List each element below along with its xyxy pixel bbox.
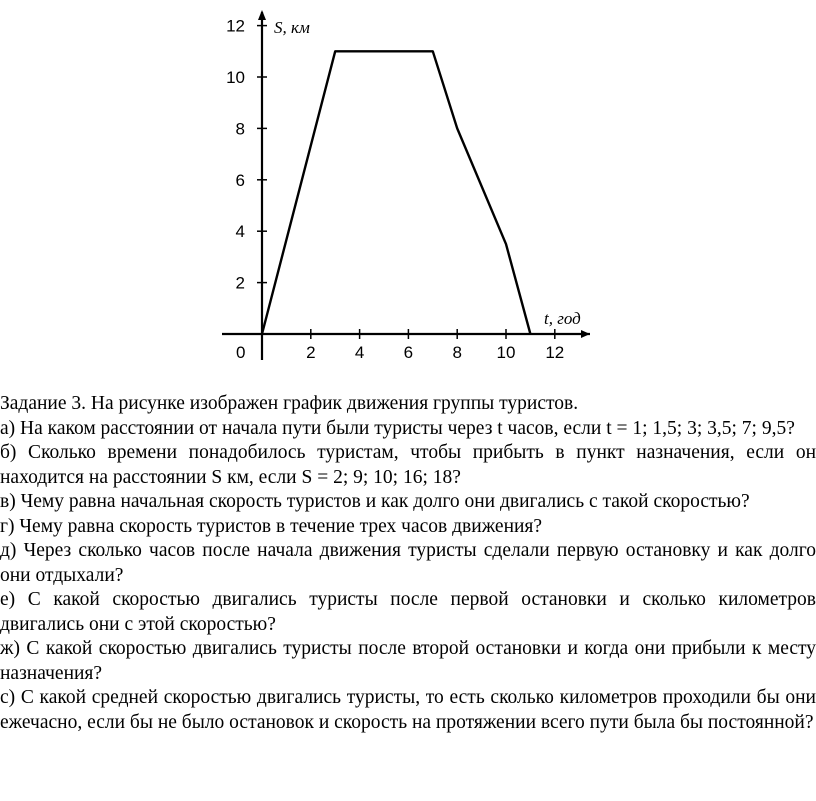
question-b: б) Сколько времени понадобилось туристам, чтобы прибыть в пункт назначения, если он находится на расстоянии S км, если S = 2; 9; 10; 16; 18? [0,442,816,488]
y-axis-arrow [258,10,266,20]
y-tick-label: 2 [235,273,245,293]
question-d: д) Через сколько часов после начала движения туристы сделали первую остановку и как долго они отдыхали? [0,540,816,586]
y-tick-label: 12 [226,16,245,36]
series-line [262,51,530,334]
task-title: Задание 3. На рисунке изображен график движения группы туристов. [0,393,579,414]
x-tick-label: 10 [496,343,516,362]
y-tick-label: 10 [226,68,245,87]
x-tick-label: 12 [545,343,565,362]
question-v: в) Чему равна начальная скорость туристов и как долго они двигались с такой скоростью? [0,491,750,512]
x-axis-arrow [581,330,590,338]
question-g: г) Чему равна скорость туристов в течение трех часов движения? [0,515,543,537]
chart-axes [222,10,590,360]
question-e: е) С какой скоростью двигались туристы после первой остановки и сколько километров двигались они с этой скоростью? [0,589,816,635]
task-text [0,392,816,735]
question-a: а) На каком расстоянии от начала пути были туристы через t часов, если t = 1; 1,5; 3; 3,5; 7; 9,5? [0,417,795,439]
y-tick-label: 4 [235,222,245,242]
origin-label: 0 [236,343,246,362]
y-tick-label: 8 [235,119,245,139]
x-tick-label: 6 [403,343,414,362]
question-zh: ж) С какой скоростью двигались туристы после второй остановки и когда они прибыли к месту назначения? [0,638,816,684]
chart-series [262,51,530,334]
x-tick-label: 8 [452,343,462,362]
question-s: с) С какой средней скоростью двигались туристы, то есть сколько километров проходили бы они ежечасно, если бы не было остановок и скорость на протяжении всего пути была бы постоянной? [0,687,816,733]
x-axis-label: t, год [544,309,581,328]
x-tick-label: 4 [354,343,365,362]
chart-ticks [226,17,564,362]
x-tick-label: 2 [306,343,316,362]
y-tick-label: 6 [235,170,245,190]
y-axis-label: S, км [274,18,310,37]
distance-time-chart [0,0,816,380]
